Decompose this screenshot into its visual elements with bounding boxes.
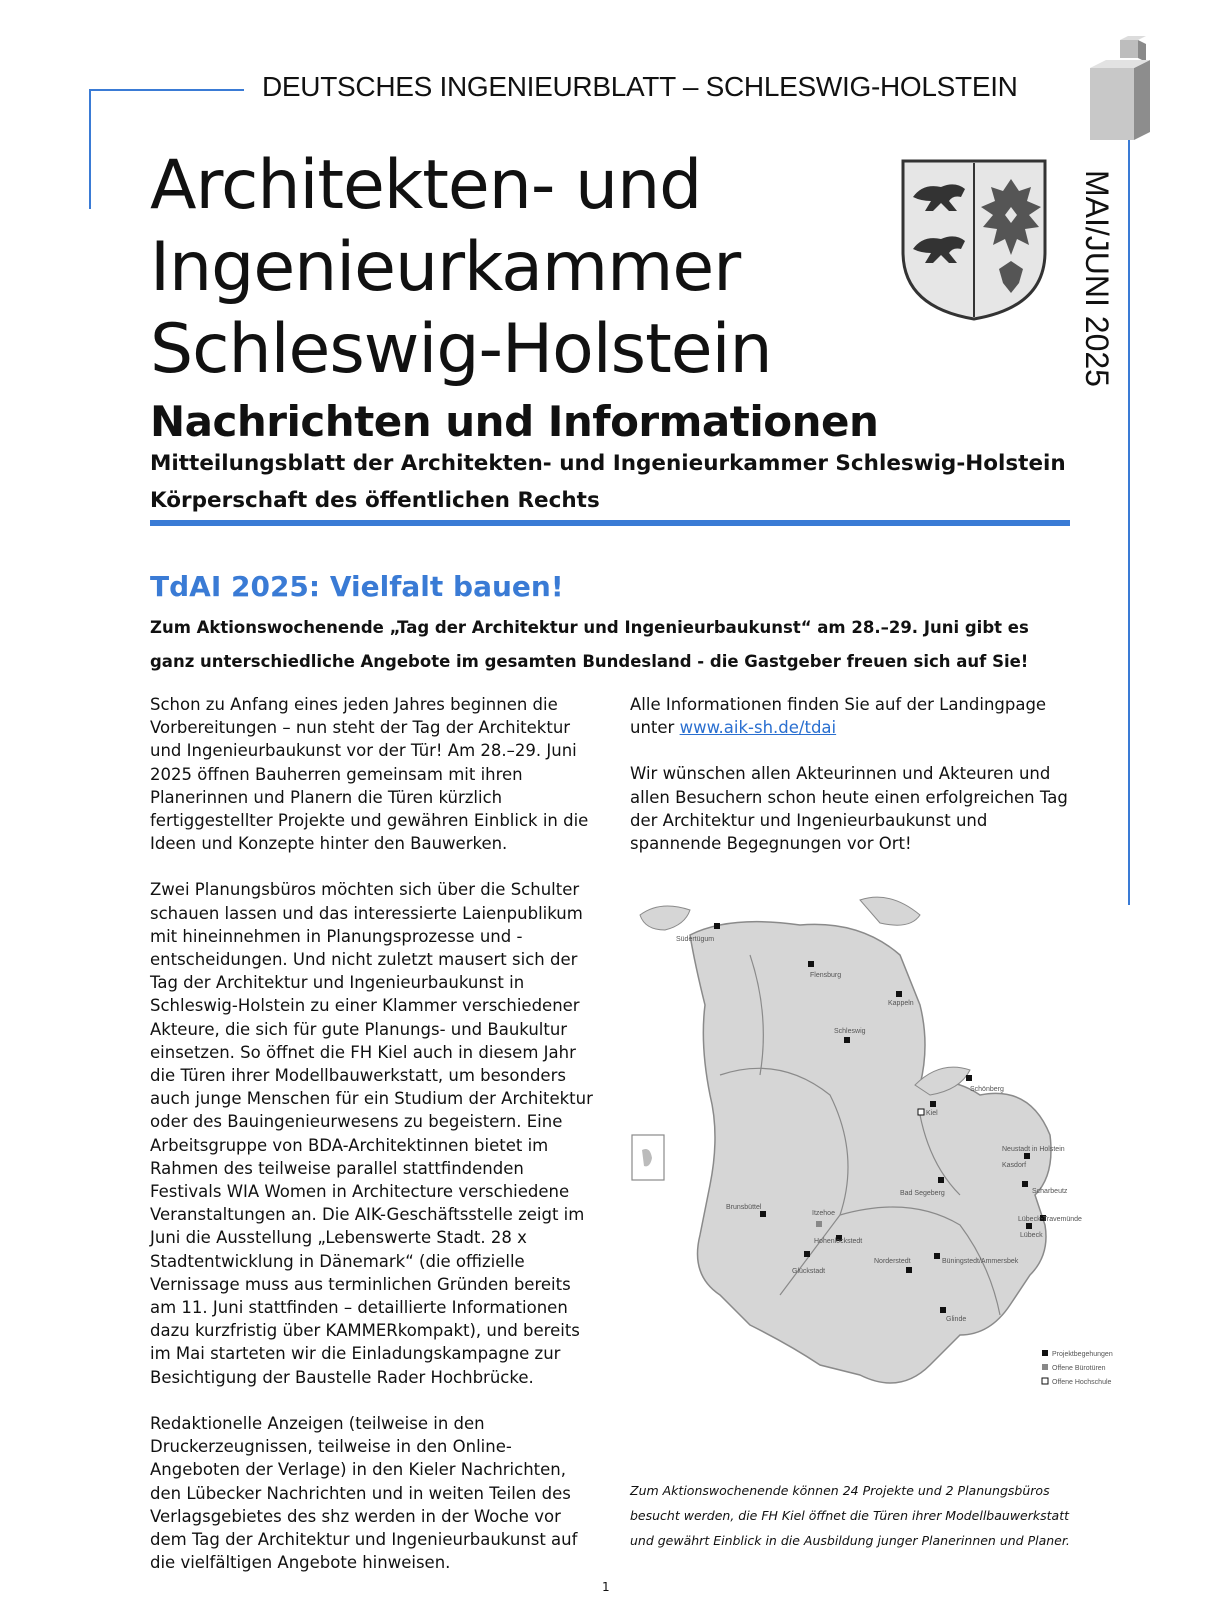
map-marker	[714, 923, 720, 929]
landing-intro: Alle Informationen finden Sie auf der Landingpage unter	[630, 695, 1047, 738]
aik-cube-logo	[1090, 40, 1160, 150]
legend-label: Offene Bürotüren	[1052, 1365, 1106, 1372]
map-label: Südertügum	[676, 936, 715, 943]
map-label: Itzehoe	[812, 1210, 835, 1217]
title-line-3: Schleswig-Holstein	[150, 310, 772, 389]
map-caption: Zum Aktionswochenende können 24 Projekte und 2 Planungsbüros besucht werden, die FH Kiel öffnet die Türen ihrer Modellbauwerkstatt und gewährt Einblick in die Ausbildung junger Planerinnen und Planer.	[630, 1483, 1070, 1548]
map-label: Schleswig	[834, 1028, 866, 1035]
map-schleswig-holstein	[630, 895, 1113, 1455]
header-rule-left	[89, 89, 91, 209]
map-legend	[1042, 1350, 1113, 1386]
map-marker-university	[918, 1109, 924, 1115]
article-column-right	[630, 693, 1080, 878]
map-marker	[1024, 1153, 1030, 1159]
paragraph: Zwei Planungsbüros möchten sich über die Schulter schauen lassen und das interessierte Laienpublikum mit hineinnehmen in Planungsprozesse und -entscheidungen. Und nicht zuletzt mausert sich der Tag der Architektur und Ingenieurbaukunst in Schleswig-Holstein zu einer Klammer verschiedener Akteure, die sich für gute Planungs- und Baukultur einsetzen. So öffnet die FH Kiel auch in diesem Jahr die Türen ihrer Modellbauwerkstatt, um besonders auch junge Menschen für ein Studium der Architektur oder des Bauingenieurwesens zu begeistern. Eine Arbeitsgruppe von BDA-Architektinnen bietet im Rahmen des teilweise parallel stattfindenden Festivals WIA Women in Architecture verschiedene Veranstaltungen an. Die AIK-Geschäftsstelle zeigt im Juni die Ausstellung „Lebenswerte Stadt. 28 x Stadtentwicklung in Dänemark“ (die offizielle Vernissage muss aus terminlichen Gründen bereits am 11. Juni stattfinden – detaillierte Informationen dazu kurzfristig über KAMMERkompakt), und bereits im Mai starteten wir die Einladungskampagne zur Besichtigung der Baustelle Rader Hochbrücke.	[150, 880, 593, 1387]
map-marker	[930, 1101, 936, 1107]
map-label: Flensburg	[810, 972, 842, 979]
map-label: Neustadt in Holstein	[1002, 1146, 1065, 1153]
map-landmass	[690, 922, 1051, 1383]
landingpage-link[interactable]: www.aik-sh.de/tdai	[679, 718, 837, 738]
map-marker	[804, 1251, 810, 1257]
masthead: DEUTSCHES INGENIEURBLATT – SCHLESWIG-HOLSTEIN	[262, 71, 1018, 102]
map-marker	[906, 1267, 912, 1273]
map-label: Brunsbüttel	[726, 1204, 762, 1211]
article-column-left	[150, 693, 600, 1597]
map-label: Lübeck	[1020, 1232, 1043, 1239]
header-divider	[150, 520, 1070, 526]
publication-note: Mitteilungsblatt der Architekten- und Ingenieurkammer Schleswig-Holstein	[150, 451, 1066, 476]
map-island	[640, 906, 690, 930]
page-title	[150, 145, 772, 391]
title-line-1: Architekten- und	[150, 146, 702, 225]
legend-label: Projektbegehungen	[1052, 1351, 1113, 1358]
map-island	[860, 897, 920, 925]
map-label: Hohenlockstedt	[814, 1238, 863, 1245]
map-label: Scharbeutz	[1032, 1188, 1068, 1195]
map-marker	[938, 1177, 944, 1183]
paragraph	[630, 693, 1080, 739]
header-rule-top	[89, 89, 244, 91]
map-label: Kiel	[926, 1110, 938, 1117]
map-marker	[760, 1211, 766, 1217]
paragraph: Schon zu Anfang eines jeden Jahres beginnen die Vorbereitungen – nun steht der Tag der Architektur und Ingenieurbaukunst vor der Tür! Am 28.–29. Juni 2025 öffnen Bauherren gemeinsam mit ihren Planerinnen und Planern die Türen kürzlich fertiggestellter Projekte und gewähren Einblick in die Ideen und Konzepte hinter den Bauwerken.	[150, 695, 589, 854]
map-label: Kappeln	[888, 1000, 914, 1007]
paragraph: Redaktionelle Anzeigen (teilweise in den Druckerzeugnissen, teilweise in den Online-Angeboten der Verlage) in den Kieler Nachrichten, den Lübecker Nachrichten und in weiten Teilen des Verlagsgebietes des shz werden in der Woche vor dem Tag der Architektur und Ingenieurbaukunst auf die vielfältigen Angebote hinweisen.	[150, 1413, 578, 1573]
map-marker-office	[816, 1221, 822, 1227]
paragraph: Wir wünschen allen Akteurinnen und Akteuren und allen Besuchern schon heute einen erfolgreichen Tag der Architektur und Ingenieurbaukunst und spannende Begegnungen vor Ort!	[630, 764, 1068, 854]
map-label: Büningstedt/Ammersbek	[942, 1258, 1019, 1265]
page-number: 1	[602, 1580, 610, 1594]
legal-status: Körperschaft des öffentlichen Rechts	[150, 488, 600, 513]
subtitle: Nachrichten und Informationen	[150, 397, 879, 446]
coat-of-arms-icon	[899, 157, 1049, 322]
map-label: Bad Segeberg	[900, 1190, 945, 1197]
map-label: Schönberg	[970, 1086, 1004, 1093]
map-marker	[1022, 1181, 1028, 1187]
map-label: Norderstedt	[874, 1258, 911, 1265]
map-marker	[844, 1037, 850, 1043]
map-label: Kasdorf	[1002, 1162, 1027, 1169]
legend-label: Offene Hochschule	[1052, 1379, 1112, 1386]
map-marker	[966, 1075, 972, 1081]
map-marker	[1026, 1223, 1032, 1229]
map-label: Lübeck-Travemünde	[1018, 1216, 1082, 1223]
side-rule-right	[1128, 60, 1130, 905]
map-marker	[896, 991, 902, 997]
map-marker	[940, 1307, 946, 1313]
map-marker	[808, 961, 814, 967]
map-marker	[934, 1253, 940, 1259]
article-title: TdAI 2025: Vielfalt bauen!	[150, 570, 564, 603]
map-label: Glinde	[946, 1316, 967, 1323]
issue-date: MAI/JUNI 2025	[1079, 170, 1115, 387]
map-label: Glückstadt	[792, 1268, 826, 1275]
article-lead: Zum Aktionswochenende „Tag der Architektur und Ingenieurbaukunst“ am 28.–29. Juni gibt es ganz unterschiedliche Angebote im gesamten Bundesland - die Gastgeber freuen sich auf Sie!	[150, 618, 1029, 671]
title-line-2: Ingenieurkammer	[150, 228, 741, 307]
